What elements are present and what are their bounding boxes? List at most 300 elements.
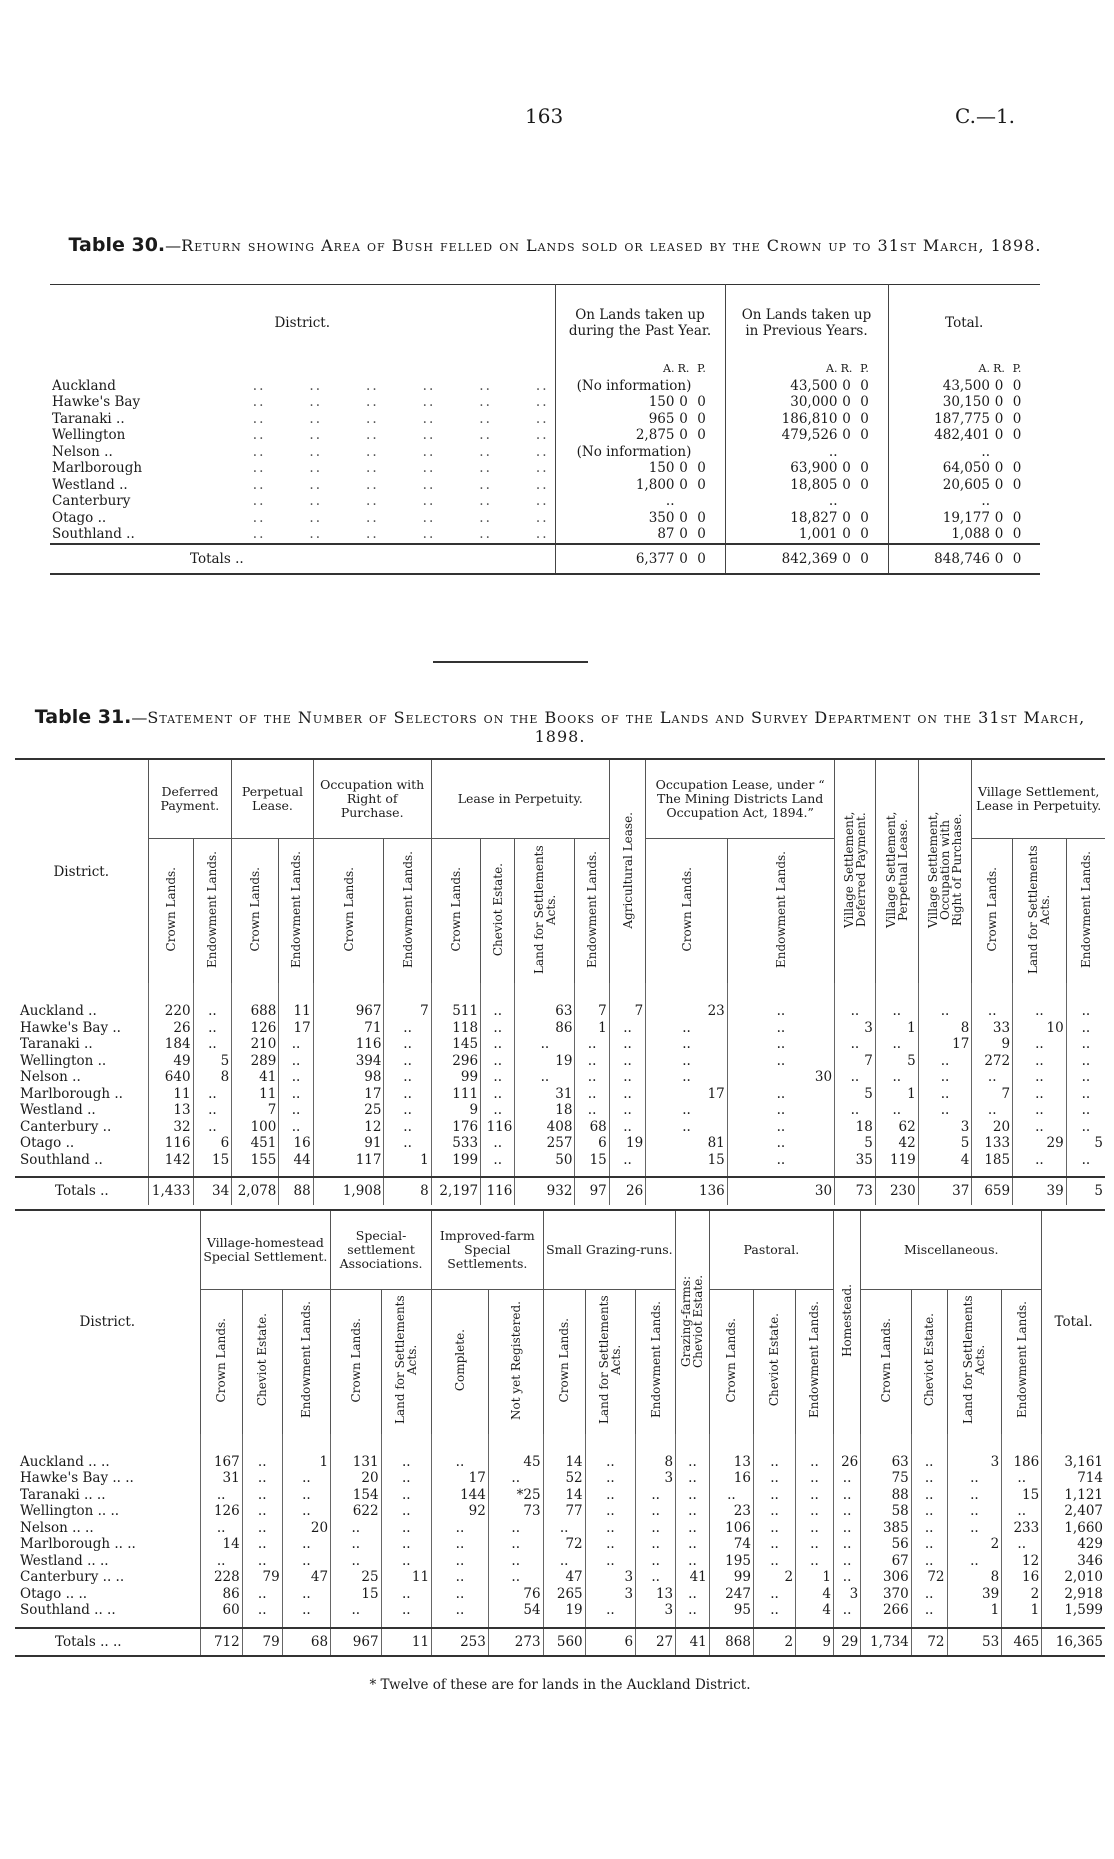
- sub-header-label: Cheviot Estate.: [255, 1313, 270, 1407]
- district-name: Marlborough ..: [20, 1085, 123, 1102]
- past-year-area-value: [558, 427, 723, 444]
- sub-header-label: Land for Settlements Acts.: [531, 845, 558, 974]
- sub-header-label: Cheviot Estate.: [490, 862, 505, 957]
- district-cell: [15, 1119, 148, 1136]
- value-cell: ..: [1013, 1036, 1067, 1053]
- value-cell: 62: [875, 1119, 918, 1136]
- value-cell: 560: [543, 1628, 585, 1657]
- perches: [856, 493, 874, 510]
- column-header: District.: [274, 315, 331, 331]
- district-name: Nelson .. ..: [20, 1519, 94, 1536]
- value-cell: ..: [911, 1503, 947, 1520]
- roods: R.: [677, 362, 690, 375]
- value-cell: 131: [331, 1454, 381, 1471]
- acres: 30,000: [790, 394, 838, 410]
- perches: P.: [860, 362, 869, 375]
- value-cell: ..: [796, 1487, 834, 1504]
- value-cell: 967: [313, 1003, 384, 1020]
- spacer-cell: [515, 983, 575, 1003]
- spacer-cell: [431, 1168, 480, 1177]
- perches: 0: [1012, 476, 1022, 493]
- value-cell: ..: [282, 1487, 330, 1504]
- value-cell: 5: [835, 1135, 876, 1152]
- value-cell: ..: [947, 1553, 1002, 1570]
- past-year-area-value: [558, 394, 723, 411]
- district-cell: [15, 1503, 200, 1520]
- roods: 0: [679, 394, 688, 410]
- value-cell: 306: [861, 1569, 911, 1586]
- sub-header: [585, 1289, 635, 1434]
- value-cell: ..: [585, 1454, 635, 1471]
- value-cell: 26: [148, 1020, 193, 1037]
- value-cell: 9: [972, 1036, 1013, 1053]
- district-name: Westland ..: [52, 476, 128, 493]
- value-cell: ..: [646, 1102, 728, 1119]
- value-cell: 73: [835, 1177, 876, 1205]
- value-cell: ..: [1013, 1069, 1067, 1086]
- value-cell: ..: [636, 1553, 676, 1570]
- group-header: Occupation with Right of Purchase.: [313, 759, 431, 839]
- leader-dots: .. .. .. .. .. ..: [252, 476, 549, 493]
- value-cell: ..: [193, 1003, 232, 1020]
- district-cell: [15, 1102, 148, 1119]
- value-cell: ..: [875, 1003, 918, 1020]
- value-cell: 86: [200, 1586, 242, 1603]
- value-cell: 49: [148, 1053, 193, 1070]
- value-cell: ..: [609, 1152, 645, 1169]
- previous-years-area: [725, 444, 888, 461]
- table-row: [15, 1102, 1105, 1119]
- district-cell: [50, 493, 555, 510]
- value-cell: 289: [232, 1053, 279, 1070]
- value-cell: ..: [676, 1454, 710, 1471]
- value-cell: ..: [481, 1152, 515, 1169]
- acres: A.: [826, 362, 838, 375]
- value-cell: ..: [833, 1553, 860, 1570]
- value-cell: 19: [609, 1135, 645, 1152]
- value-cell: 5: [193, 1053, 232, 1070]
- title-dash: —: [165, 236, 182, 255]
- value-cell: ..: [727, 1036, 834, 1053]
- past-year-area-value: [558, 493, 723, 510]
- value-cell: 145: [431, 1036, 480, 1053]
- acres: 482,401: [934, 427, 990, 443]
- value-cell: 253: [432, 1628, 489, 1657]
- spacer-cell: [313, 983, 384, 1003]
- acres: ..: [828, 443, 838, 460]
- roods: [990, 444, 1008, 461]
- value-cell: 72: [543, 1536, 585, 1553]
- district-line: [52, 460, 553, 477]
- value-cell: 228: [200, 1569, 242, 1586]
- sub-header-label: Land for Settlements Acts.: [961, 1295, 988, 1425]
- total-header: Total.: [1042, 1210, 1105, 1434]
- value-cell: 6: [193, 1135, 232, 1152]
- value-cell: 230: [875, 1177, 918, 1205]
- perches: 0: [1012, 427, 1022, 443]
- value-cell: ..: [279, 1102, 313, 1119]
- spacer-cell: [481, 1168, 515, 1177]
- acres: ..: [828, 493, 838, 509]
- value-cell: ..: [676, 1602, 710, 1619]
- value-cell: ..: [432, 1520, 489, 1537]
- value-cell: 12: [1002, 1553, 1042, 1570]
- spacer-cell: [918, 1168, 972, 1177]
- single-column-header: [833, 1210, 860, 1434]
- value-cell: ..: [282, 1503, 330, 1520]
- spacer-row: [15, 1168, 1105, 1177]
- value-cell: 688: [232, 1003, 279, 1020]
- value-cell: 465: [1002, 1628, 1042, 1657]
- value-cell: 2,407: [1042, 1503, 1105, 1520]
- district-name: Wellington: [52, 427, 126, 443]
- value-cell: 622: [331, 1503, 381, 1520]
- district-name: Totals ..: [55, 1183, 109, 1199]
- spacer-cell: [1042, 1619, 1105, 1628]
- roods: 0: [994, 526, 1004, 542]
- value-cell: ..: [918, 1053, 972, 1070]
- district-name: Southland ..: [52, 526, 135, 542]
- acres: ..: [981, 443, 990, 460]
- value-cell: ..: [575, 1102, 609, 1119]
- value-cell: ..: [875, 1102, 918, 1119]
- value-cell: 3,161: [1042, 1454, 1105, 1471]
- value-cell: 47: [282, 1569, 330, 1586]
- acres: A.: [978, 362, 990, 375]
- past-year-area-value: [558, 510, 723, 527]
- value-cell: 117: [313, 1152, 384, 1169]
- value-cell: ..: [331, 1520, 381, 1537]
- roods: 0: [842, 460, 851, 476]
- past-year-area: [555, 444, 725, 461]
- value-cell: 932: [515, 1177, 575, 1205]
- value-cell: 210: [232, 1036, 279, 1053]
- acres: ..: [665, 493, 675, 509]
- sub-header: [646, 839, 728, 984]
- value-cell: ..: [331, 1602, 381, 1619]
- value-cell: 2: [1002, 1586, 1042, 1603]
- sub-header-label: Endowment Lands.: [585, 850, 600, 969]
- value-cell: 1: [282, 1454, 330, 1471]
- value-cell: 3: [585, 1586, 635, 1603]
- value-cell: 8: [947, 1569, 1002, 1586]
- sub-header: [384, 839, 431, 984]
- spacer-row: [15, 983, 1105, 1003]
- roods: R.: [993, 362, 1005, 375]
- value-cell: ..: [636, 1569, 676, 1586]
- value-cell: 1,734: [861, 1628, 911, 1657]
- value-cell: 868: [709, 1628, 753, 1657]
- roods: 0: [994, 476, 1004, 493]
- value-cell: ..: [947, 1487, 1002, 1504]
- value-cell: ..: [1066, 1119, 1105, 1136]
- sub-header: [488, 1289, 543, 1434]
- value-cell: ..: [727, 1119, 834, 1136]
- value-cell: 23: [646, 1003, 728, 1020]
- value-cell: 116: [481, 1177, 515, 1205]
- value-cell: ..: [481, 1135, 515, 1152]
- value-cell: 86: [515, 1020, 575, 1037]
- spacer-cell: [1002, 1434, 1042, 1454]
- value-cell: 11: [148, 1086, 193, 1103]
- value-cell: 273: [488, 1628, 543, 1657]
- spacer-cell: [381, 1434, 432, 1454]
- spacer-cell: [833, 1434, 860, 1454]
- value-cell: 74: [709, 1536, 753, 1553]
- sub-header-label: Crown Lands.: [679, 867, 694, 952]
- value-cell: ..: [1013, 1119, 1067, 1136]
- leader-dots: .. .. .. .. .. ..: [252, 377, 549, 394]
- spacer-cell: [488, 1619, 543, 1628]
- district-cell: [15, 1152, 148, 1169]
- totals-row: [15, 1177, 1105, 1205]
- value-cell: 5: [1066, 1177, 1105, 1205]
- sub-header-label: Endowment Lands.: [205, 850, 220, 969]
- district-cell: [15, 1602, 200, 1619]
- previous-years-area-value: [728, 460, 886, 477]
- value-cell: ..: [432, 1536, 489, 1553]
- spacer-cell: [753, 1434, 795, 1454]
- value-cell: 26: [609, 1177, 645, 1205]
- value-cell: ..: [575, 1053, 609, 1070]
- value-cell: 176: [431, 1119, 480, 1136]
- value-cell: 8: [636, 1454, 676, 1471]
- value-cell: ..: [727, 1020, 834, 1037]
- value-cell: 8: [384, 1177, 431, 1205]
- district-cell: [15, 1135, 148, 1152]
- single-column-header: [835, 759, 876, 983]
- value-cell: 7: [232, 1102, 279, 1119]
- value-cell: 20: [282, 1520, 330, 1537]
- spacer-cell: [282, 1434, 330, 1454]
- totals-row: [50, 544, 1040, 575]
- value-cell: ..: [282, 1553, 330, 1570]
- value-cell: ..: [515, 1069, 575, 1086]
- value-cell: 16: [279, 1135, 313, 1152]
- past-year-area: [555, 378, 725, 395]
- spacer-cell: [609, 983, 645, 1003]
- value-cell: 92: [432, 1503, 489, 1520]
- value-cell: 35: [835, 1152, 876, 1169]
- column-label: Agricultural Lease.: [620, 811, 635, 929]
- spacer-cell: [585, 1434, 635, 1454]
- value-cell: ..: [636, 1503, 676, 1520]
- value-cell: 11: [279, 1003, 313, 1020]
- value-cell: ..: [609, 1069, 645, 1086]
- value-cell: 98: [313, 1069, 384, 1086]
- totals-label: Totals ..: [190, 550, 244, 567]
- table-30: [50, 284, 1040, 575]
- district-name: Taranaki .. ..: [20, 1486, 106, 1503]
- spacer-cell: [313, 1168, 384, 1177]
- acres: 20,605: [942, 476, 990, 493]
- table-31-title: [25, 708, 1095, 746]
- previous-years-area-value: [728, 526, 886, 543]
- value-cell: ..: [481, 1069, 515, 1086]
- value-cell: ..: [833, 1487, 860, 1504]
- sub-header-label: Land for Settlements Acts.: [393, 1295, 420, 1425]
- value-cell: ..: [488, 1520, 543, 1537]
- roods: 0: [994, 394, 1004, 410]
- value-cell: ..: [381, 1503, 432, 1520]
- district-cell: [50, 477, 555, 494]
- past-year-total: [555, 544, 725, 575]
- value-cell: 1,121: [1042, 1487, 1105, 1504]
- perches: P.: [697, 362, 706, 375]
- value-cell: 14: [543, 1487, 585, 1504]
- perches: 0: [860, 410, 869, 427]
- sub-header: [515, 839, 575, 984]
- value-cell: ..: [609, 1020, 645, 1037]
- total-area-value: [891, 394, 1039, 411]
- spacer-cell: [709, 1434, 753, 1454]
- district-name: Hawke's Bay .. ..: [20, 1470, 134, 1486]
- value-cell: 63: [861, 1454, 911, 1471]
- table-30-label: Table 30.: [68, 234, 166, 256]
- spacer-cell: [200, 1434, 242, 1454]
- value-cell: 116: [313, 1036, 384, 1053]
- spacer-cell: [575, 983, 609, 1003]
- sub-header: [242, 1289, 282, 1434]
- value-cell: ..: [676, 1487, 710, 1504]
- grand-total: [888, 544, 1040, 575]
- spacer-cell: [636, 1434, 676, 1454]
- perches: 0: [1012, 509, 1022, 526]
- leader-dots: .. .. .. .. .. ..: [252, 443, 549, 460]
- spacer-cell: [432, 1434, 489, 1454]
- district-cell: [15, 1086, 148, 1103]
- value-cell: ..: [727, 1053, 834, 1070]
- value-cell: 1: [875, 1086, 918, 1103]
- perches: 0: [697, 476, 706, 493]
- value-cell: ..: [585, 1487, 635, 1504]
- spacer-cell: [911, 1434, 947, 1454]
- value-cell: 3: [833, 1586, 860, 1603]
- value-cell: 1: [384, 1152, 431, 1169]
- district-name: Westland .. ..: [20, 1552, 109, 1569]
- value-cell: ..: [242, 1454, 282, 1471]
- value-cell: 116: [481, 1119, 515, 1136]
- group-header: Perpetual Lease.: [232, 759, 314, 839]
- perches: 0: [1012, 410, 1022, 427]
- perches: 0: [860, 476, 869, 493]
- sub-header: [543, 1289, 585, 1434]
- value-cell: ..: [585, 1503, 635, 1520]
- acres: 43,500: [790, 377, 838, 394]
- value-cell: ..: [331, 1553, 381, 1570]
- spacer-cell: [1013, 983, 1067, 1003]
- value-cell: ..: [384, 1086, 431, 1103]
- spacer: [50, 361, 555, 378]
- district-cell: [50, 427, 555, 444]
- past-year-area: [555, 411, 725, 428]
- value-cell: ..: [432, 1602, 489, 1619]
- district-name: Otago .. ..: [20, 1585, 88, 1602]
- spacer-cell: [875, 983, 918, 1003]
- table-31-container: [15, 758, 1105, 1693]
- value-cell: 99: [709, 1569, 753, 1586]
- value-cell: 7: [835, 1053, 876, 1070]
- perches: 0: [860, 460, 869, 476]
- column-label: Village Settlement, Deferred Payment.: [841, 811, 868, 929]
- value-cell: ..: [636, 1487, 676, 1504]
- value-cell: ..: [835, 1036, 876, 1053]
- value-cell: ..: [279, 1069, 313, 1086]
- value-cell: ..: [796, 1553, 834, 1570]
- group-header: Occupation Lease, under “ The Mining Districts Land Occupation Act, 1894.”: [646, 759, 835, 839]
- perches: [1008, 493, 1026, 510]
- spacer-cell: [381, 1619, 432, 1628]
- value-cell: 1: [875, 1020, 918, 1037]
- value-cell: ..: [918, 1086, 972, 1103]
- value-cell: 2,918: [1042, 1586, 1105, 1603]
- value-cell: ..: [646, 1053, 728, 1070]
- district-line: [52, 526, 553, 543]
- value-cell: ..: [575, 1036, 609, 1053]
- value-cell: 5: [1066, 1135, 1105, 1152]
- spacer-cell: [515, 1168, 575, 1177]
- value-cell: 58: [861, 1503, 911, 1520]
- value-cell: 45: [488, 1454, 543, 1471]
- sub-header: [861, 1289, 911, 1434]
- value-cell: ..: [384, 1036, 431, 1053]
- value-cell: 18: [515, 1102, 575, 1119]
- value-cell: 133: [972, 1135, 1013, 1152]
- table-31-title-text: Statement of the Number of Selectors on the Books of the Lands and Survey Department on the 31st March, 1898.: [147, 708, 1086, 746]
- previous-years-area: [725, 510, 888, 527]
- value-cell: 15: [193, 1152, 232, 1169]
- value-cell: ..: [1002, 1503, 1042, 1520]
- table-row: [50, 378, 1040, 395]
- acres: 1,001: [798, 526, 838, 542]
- value-cell: 265: [543, 1586, 585, 1603]
- value-cell: 233: [1002, 1520, 1042, 1537]
- table-row: [15, 1135, 1105, 1152]
- perches: 0: [697, 410, 706, 427]
- value-cell: ..: [753, 1536, 795, 1553]
- value-cell: ..: [911, 1602, 947, 1619]
- past-year-area-text: (No information): [576, 443, 692, 460]
- district-line: [52, 411, 553, 428]
- value-cell: ..: [911, 1536, 947, 1553]
- value-cell: ..: [727, 1003, 834, 1020]
- spacer-cell: [947, 1619, 1002, 1628]
- district-name: Canterbury: [52, 493, 131, 509]
- value-cell: ..: [833, 1520, 860, 1537]
- past-year-area: [555, 427, 725, 444]
- table-row: [15, 1503, 1105, 1520]
- value-cell: 257: [515, 1135, 575, 1152]
- acres: 150: [648, 460, 675, 476]
- sub-header: [972, 839, 1013, 984]
- sub-header-label: Not yet Registered.: [508, 1300, 523, 1420]
- value-cell: 13: [148, 1102, 193, 1119]
- acres: 965: [648, 410, 675, 427]
- value-cell: ..: [972, 1069, 1013, 1086]
- table-row: [50, 427, 1040, 444]
- value-cell: 41: [232, 1069, 279, 1086]
- previous-years-area: [725, 378, 888, 395]
- value-cell: 27: [636, 1628, 676, 1657]
- value-cell: 346: [1042, 1553, 1105, 1570]
- value-cell: 167: [200, 1454, 242, 1471]
- value-cell: ..: [242, 1520, 282, 1537]
- value-cell: ..: [796, 1470, 834, 1487]
- roods: 0: [994, 410, 1004, 427]
- value-cell: ..: [753, 1487, 795, 1504]
- district-cell: [15, 1487, 200, 1504]
- spacer-cell: [232, 983, 279, 1003]
